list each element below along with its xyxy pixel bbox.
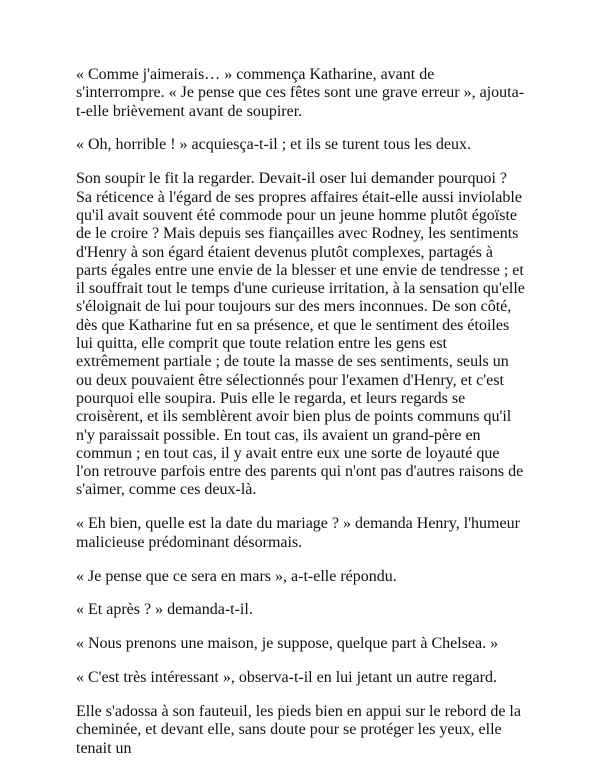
paragraph: « Comme j'aimerais… » commença Katharine, avant de s'interrompre. « Je pense que ces fêtes sont une grave erreur », ajouta-t-elle brièvement avant de soupirer. [76, 66, 525, 120]
document-page [76, 66, 526, 774]
paragraph: « Eh bien, quelle est la date du mariage ? » demanda Henry, l'humeur malicieuse prédominant désormais. [76, 515, 520, 551]
paragraph: « Oh, horrible ! » acquiesça-t-il ; et ils se turent tous les deux. [76, 136, 472, 154]
paragraph: « C'est très intéressant », observa-t-il en lui jetant un autre regard. [76, 669, 497, 687]
paragraph: Son soupir le fit la regarder. Devait-il oser lui demander pourquoi ? Sa réticence à l'égard de ses propres affaires était-elle aussi inviolable qu'il avait souvent été commode pour un jeune homme plutôt égoïste de le croire ? Mais depuis ses fiançailles avec Rodney, les sentiments d'Henry à son égard étaient devenus plutôt complexes, partagés à parts égales entre une envie de la blesser et une envie de tendresse ; et il souffrait tout le temps d'une curieuse irritation, à la sensation qu'elle s'éloignait de lui pour toujours sur des mers inconnues. De son côté, dès que Katharine fut en sa présence, et que le sentiment des étoiles lui quitta, elle comprit que toute relation entre les gens est extrêmement partiale ; de toute la masse de ses sentiments, seuls un ou deux pouvaient être sélectionnés pour l'examen d'Henry, et c'est pourquoi elle soupira. Puis elle le regarda, et leurs regards se croisèrent, et ils semblèrent avoir bien plus de points communs qu'il n'y paraissait possible. En tout cas, ils avaient un grand-père en commun ; en tout cas, il y avait entre eux une sorte de loyauté que l'on retrouve parfois entre des parents qui n'ont pas d'autres raisons de s'aimer, comme ces deux-là. [76, 170, 525, 499]
paragraph: Elle s'adossa à son fauteuil, les pieds bien en appui sur le rebord de la cheminée, et devant elle, sans doute pour se protéger les yeux, elle tenait un [76, 703, 521, 757]
paragraph: « Nous prenons une maison, je suppose, quelque part à Chelsea. » [76, 635, 499, 653]
paragraph: « Je pense que ce sera en mars », a-t-elle répondu. [76, 567, 397, 585]
paragraph: « Et après ? » demanda-t-il. [76, 601, 253, 619]
